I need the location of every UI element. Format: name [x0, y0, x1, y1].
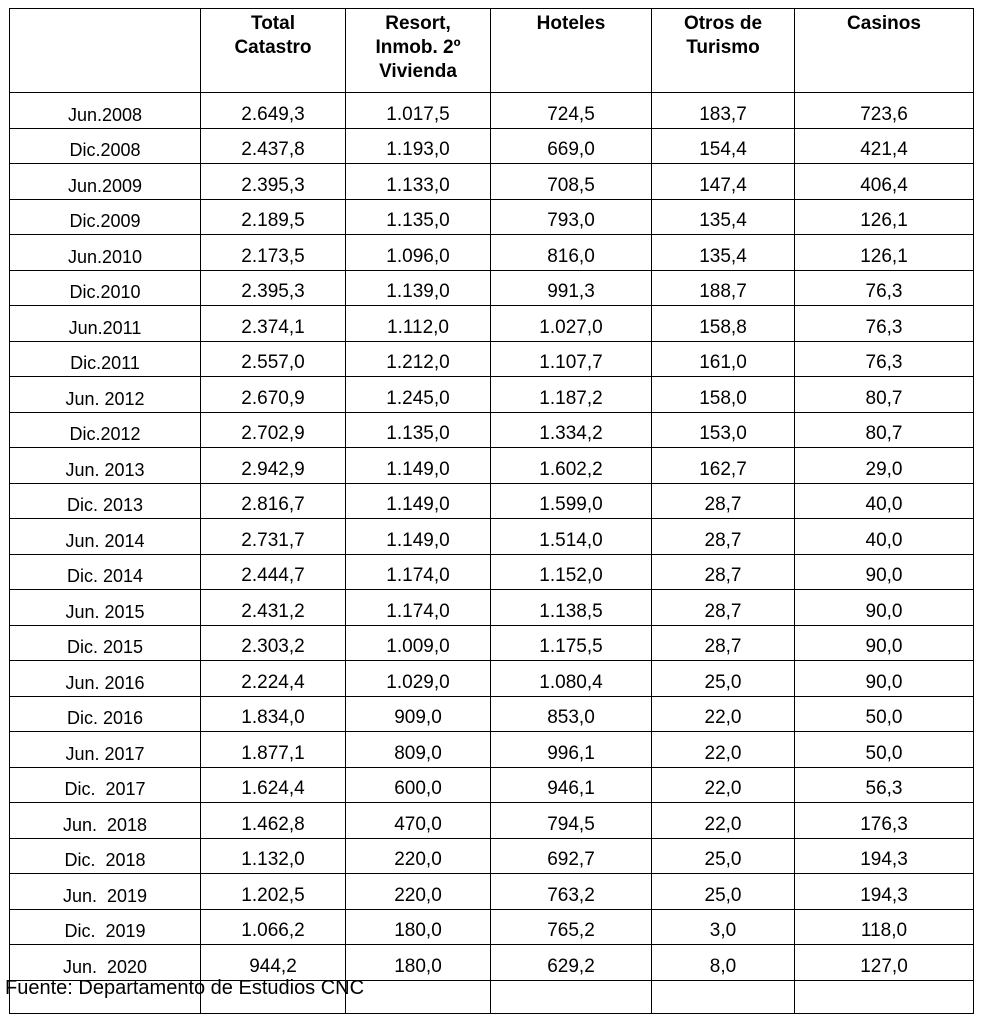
total-catastro-cell: 2.395,3 [201, 164, 346, 200]
hoteles-cell: 1.175,5 [491, 625, 652, 661]
total-catastro-cell: 1.202,5 [201, 874, 346, 910]
hoteles-cell: 853,0 [491, 696, 652, 732]
casinos-cell: 127,0 [795, 945, 974, 981]
hoteles-cell: 708,5 [491, 164, 652, 200]
otros-turismo-cell: 25,0 [652, 661, 795, 697]
total-catastro-cell: 1.132,0 [201, 838, 346, 874]
table-row [10, 377, 974, 413]
hoteles-cell: 991,3 [491, 270, 652, 306]
hoteles-cell: 1.107,7 [491, 341, 652, 377]
total-catastro-cell: 2.189,5 [201, 199, 346, 235]
period-cell: Jun.2009 [10, 164, 201, 200]
resort-inmob-cell: 1.009,0 [346, 625, 491, 661]
period-cell: Dic. 2014 [10, 554, 201, 590]
casinos-cell: 40,0 [795, 483, 974, 519]
period-cell: Dic. 2013 [10, 483, 201, 519]
hoteles-cell: 996,1 [491, 732, 652, 768]
period-cell: Jun. 2020 [10, 945, 201, 981]
table-row [10, 128, 974, 164]
casinos-cell: 40,0 [795, 519, 974, 555]
header-period [10, 9, 201, 93]
period-cell: Dic.2012 [10, 412, 201, 448]
table-row [10, 909, 974, 945]
resort-inmob-cell: 1.133,0 [346, 164, 491, 200]
resort-inmob-cell: 1.149,0 [346, 519, 491, 555]
total-catastro-cell: 1.624,4 [201, 767, 346, 803]
header-total-catastro: Total Catastro [201, 9, 346, 93]
casinos-cell: 90,0 [795, 590, 974, 626]
table-row [10, 590, 974, 626]
casinos-cell: 194,3 [795, 874, 974, 910]
resort-inmob-cell: 1.174,0 [346, 590, 491, 626]
otros-turismo-cell: 153,0 [652, 412, 795, 448]
total-catastro-cell: 2.224,4 [201, 661, 346, 697]
period-cell: Jun. 2012 [10, 377, 201, 413]
period-cell: Jun. 2019 [10, 874, 201, 910]
otros-turismo-cell: 28,7 [652, 625, 795, 661]
total-catastro-cell: 1.462,8 [201, 803, 346, 839]
hoteles-cell: 1.138,5 [491, 590, 652, 626]
casinos-cell: 90,0 [795, 625, 974, 661]
otros-turismo-cell: 183,7 [652, 93, 795, 129]
total-catastro-cell: 1.066,2 [201, 909, 346, 945]
total-catastro-cell: 1.877,1 [201, 732, 346, 768]
header-hoteles: Hoteles [491, 9, 652, 93]
casinos-cell: 80,7 [795, 377, 974, 413]
total-catastro-cell: 2.942,9 [201, 448, 346, 484]
otros-turismo-cell: 22,0 [652, 696, 795, 732]
table-row [10, 625, 974, 661]
hoteles-cell [491, 980, 652, 1013]
table-row [10, 661, 974, 697]
header-casinos: Casinos [795, 9, 974, 93]
period-cell: Jun. 2017 [10, 732, 201, 768]
table-row [10, 270, 974, 306]
period-cell: Jun. 2014 [10, 519, 201, 555]
resort-inmob-cell [346, 980, 491, 1013]
casinos-cell: 76,3 [795, 341, 974, 377]
total-catastro-cell: 2.431,2 [201, 590, 346, 626]
casinos-cell: 118,0 [795, 909, 974, 945]
hoteles-cell: 793,0 [491, 199, 652, 235]
resort-inmob-cell: 1.112,0 [346, 306, 491, 342]
table-row [10, 93, 974, 129]
hoteles-cell: 1.187,2 [491, 377, 652, 413]
otros-turismo-cell: 22,0 [652, 732, 795, 768]
table-row [10, 341, 974, 377]
catastro-table [9, 8, 974, 1014]
period-cell: Dic. 2016 [10, 696, 201, 732]
resort-inmob-cell: 220,0 [346, 838, 491, 874]
table-row [10, 164, 974, 200]
total-catastro-cell: 2.303,2 [201, 625, 346, 661]
table-header [10, 9, 974, 93]
casinos-cell: 126,1 [795, 235, 974, 271]
casinos-cell: 90,0 [795, 554, 974, 590]
total-catastro-cell: 2.702,9 [201, 412, 346, 448]
otros-turismo-cell: 28,7 [652, 519, 795, 555]
hoteles-cell: 1.027,0 [491, 306, 652, 342]
total-catastro-cell: 2.649,3 [201, 93, 346, 129]
otros-turismo-cell: 28,7 [652, 590, 795, 626]
resort-inmob-cell: 1.135,0 [346, 412, 491, 448]
table-row [10, 696, 974, 732]
period-cell: Dic.2008 [10, 128, 201, 164]
hoteles-cell: 629,2 [491, 945, 652, 981]
otros-turismo-cell: 3,0 [652, 909, 795, 945]
period-cell: Jun. 2013 [10, 448, 201, 484]
resort-inmob-cell: 809,0 [346, 732, 491, 768]
casinos-cell: 126,1 [795, 199, 974, 235]
hoteles-cell: 669,0 [491, 128, 652, 164]
otros-turismo-cell: 158,8 [652, 306, 795, 342]
resort-inmob-cell: 220,0 [346, 874, 491, 910]
total-catastro-cell: 2.437,8 [201, 128, 346, 164]
total-catastro-cell: 2.670,9 [201, 377, 346, 413]
resort-inmob-cell: 1.139,0 [346, 270, 491, 306]
period-cell: Jun.2011 [10, 306, 201, 342]
hoteles-cell: 1.599,0 [491, 483, 652, 519]
hoteles-cell: 724,5 [491, 93, 652, 129]
header-resort-inmob: Resort, Inmob. 2º Vivienda [346, 9, 491, 93]
table-row [10, 732, 974, 768]
casinos-cell: 406,4 [795, 164, 974, 200]
otros-turismo-cell: 147,4 [652, 164, 795, 200]
period-cell: Jun. 2016 [10, 661, 201, 697]
hoteles-cell: 765,2 [491, 909, 652, 945]
hoteles-cell: 1.602,2 [491, 448, 652, 484]
table-row [10, 519, 974, 555]
otros-turismo-cell: 161,0 [652, 341, 795, 377]
total-catastro-cell: 2.731,7 [201, 519, 346, 555]
resort-inmob-cell: 470,0 [346, 803, 491, 839]
casinos-cell: 176,3 [795, 803, 974, 839]
period-cell: Jun. 2018 [10, 803, 201, 839]
table-row [10, 945, 974, 981]
resort-inmob-cell: 180,0 [346, 945, 491, 981]
table-row [10, 838, 974, 874]
table-row [10, 554, 974, 590]
otros-turismo-cell: 8,0 [652, 945, 795, 981]
casinos-cell: 76,3 [795, 306, 974, 342]
resort-inmob-cell: 1.096,0 [346, 235, 491, 271]
casinos-cell: 50,0 [795, 732, 974, 768]
resort-inmob-cell: 1.149,0 [346, 483, 491, 519]
hoteles-cell: 1.080,4 [491, 661, 652, 697]
otros-turismo-cell: 28,7 [652, 554, 795, 590]
casinos-cell: 723,6 [795, 93, 974, 129]
casinos-cell [795, 980, 974, 1013]
period-cell: Dic. 2019 [10, 909, 201, 945]
resort-inmob-cell: 1.029,0 [346, 661, 491, 697]
period-cell: Dic.2010 [10, 270, 201, 306]
period-cell: Dic. 2018 [10, 838, 201, 874]
hoteles-cell: 816,0 [491, 235, 652, 271]
otros-turismo-cell [652, 980, 795, 1013]
otros-turismo-cell: 25,0 [652, 838, 795, 874]
otros-turismo-cell: 154,4 [652, 128, 795, 164]
total-catastro-cell: 944,2 [201, 945, 346, 981]
casinos-cell: 76,3 [795, 270, 974, 306]
otros-turismo-cell: 25,0 [652, 874, 795, 910]
casinos-cell: 50,0 [795, 696, 974, 732]
period-cell: Dic. 2017 [10, 767, 201, 803]
otros-turismo-cell: 135,4 [652, 199, 795, 235]
casinos-cell: 29,0 [795, 448, 974, 484]
source-note: Fuente: Departamento de Estudios CNC [5, 977, 365, 999]
period-cell: Jun.2008 [10, 93, 201, 129]
total-catastro-cell: 2.173,5 [201, 235, 346, 271]
period-cell: Dic.2009 [10, 199, 201, 235]
period-cell: Jun. 2015 [10, 590, 201, 626]
otros-turismo-cell: 22,0 [652, 803, 795, 839]
hoteles-cell: 1.334,2 [491, 412, 652, 448]
casinos-cell: 56,3 [795, 767, 974, 803]
total-catastro-cell: 2.395,3 [201, 270, 346, 306]
table-wrapper [9, 8, 974, 1014]
period-cell: Dic.2011 [10, 341, 201, 377]
otros-turismo-cell: 162,7 [652, 448, 795, 484]
header-otros-turismo: Otros de Turismo [652, 9, 795, 93]
table-row [10, 483, 974, 519]
table-row [10, 803, 974, 839]
otros-turismo-cell: 28,7 [652, 483, 795, 519]
resort-inmob-cell: 1.212,0 [346, 341, 491, 377]
table-row [10, 199, 974, 235]
otros-turismo-cell: 135,4 [652, 235, 795, 271]
table-row [10, 767, 974, 803]
table-body [10, 93, 974, 1014]
casinos-cell: 194,3 [795, 838, 974, 874]
resort-inmob-cell: 1.193,0 [346, 128, 491, 164]
resort-inmob-cell: 180,0 [346, 909, 491, 945]
header-row [10, 9, 974, 93]
table-row [10, 874, 974, 910]
hoteles-cell: 763,2 [491, 874, 652, 910]
table-row [10, 235, 974, 271]
total-catastro-cell: 2.557,0 [201, 341, 346, 377]
total-catastro-cell: 2.444,7 [201, 554, 346, 590]
hoteles-cell: 692,7 [491, 838, 652, 874]
resort-inmob-cell: 1.149,0 [346, 448, 491, 484]
resort-inmob-cell: 1.174,0 [346, 554, 491, 590]
casinos-cell: 90,0 [795, 661, 974, 697]
period-cell: Jun.2010 [10, 235, 201, 271]
casinos-cell: 421,4 [795, 128, 974, 164]
resort-inmob-cell: 1.135,0 [346, 199, 491, 235]
resort-inmob-cell: 600,0 [346, 767, 491, 803]
hoteles-cell: 794,5 [491, 803, 652, 839]
total-catastro-cell: 2.816,7 [201, 483, 346, 519]
resort-inmob-cell: 1.245,0 [346, 377, 491, 413]
total-catastro-cell: 1.834,0 [201, 696, 346, 732]
table-row [10, 412, 974, 448]
resort-inmob-cell: 1.017,5 [346, 93, 491, 129]
hoteles-cell: 946,1 [491, 767, 652, 803]
otros-turismo-cell: 22,0 [652, 767, 795, 803]
casinos-cell: 80,7 [795, 412, 974, 448]
otros-turismo-cell: 158,0 [652, 377, 795, 413]
total-catastro-cell: 2.374,1 [201, 306, 346, 342]
table-row [10, 448, 974, 484]
period-cell: Dic. 2015 [10, 625, 201, 661]
hoteles-cell: 1.152,0 [491, 554, 652, 590]
resort-inmob-cell: 909,0 [346, 696, 491, 732]
hoteles-cell: 1.514,0 [491, 519, 652, 555]
table-row [10, 306, 974, 342]
otros-turismo-cell: 188,7 [652, 270, 795, 306]
